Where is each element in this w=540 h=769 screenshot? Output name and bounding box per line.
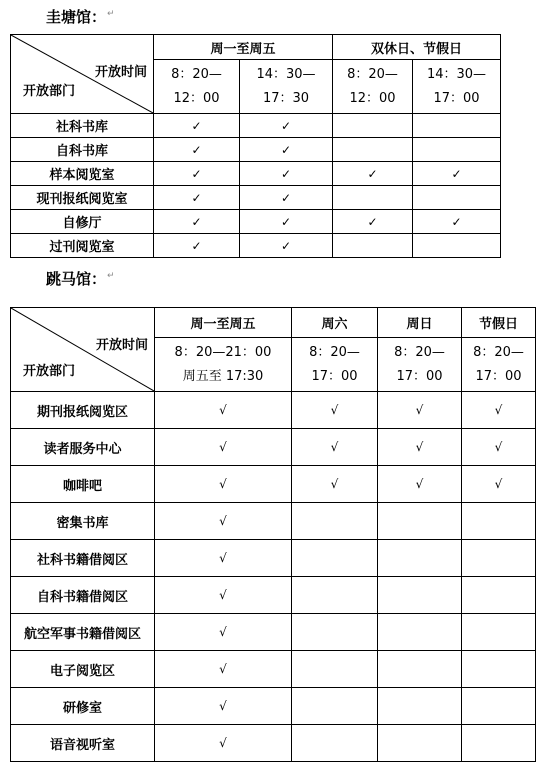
open-check-cell: √	[378, 429, 462, 466]
department-name: 电子阅览区	[11, 651, 155, 688]
department-name: 航空军事书籍借阅区	[11, 614, 155, 651]
department-name: 现刊报纸阅览室	[11, 186, 154, 210]
open-check-cell	[413, 186, 501, 210]
open-check-cell	[292, 540, 378, 577]
open-check-cell	[378, 651, 462, 688]
table-row	[11, 210, 501, 234]
time-end: 12：00	[349, 90, 396, 106]
time-cell	[413, 60, 501, 114]
table-row	[11, 577, 536, 614]
department-name: 样本阅览室	[11, 162, 154, 186]
open-check-cell: √	[378, 466, 462, 503]
open-check-cell: ✓	[240, 114, 333, 138]
tiaoma-heading	[46, 268, 115, 289]
table-row	[11, 186, 501, 210]
open-check-cell	[462, 577, 536, 614]
open-check-cell: ✓	[154, 186, 240, 210]
open-check-cell	[378, 614, 462, 651]
guitang-table	[10, 34, 501, 258]
open-check-cell	[292, 614, 378, 651]
open-check-cell	[378, 503, 462, 540]
open-check-cell	[378, 725, 462, 762]
open-check-cell	[292, 688, 378, 725]
tiaoma-table	[10, 307, 536, 762]
table-row	[11, 392, 536, 429]
open-check-cell: ✓	[240, 138, 333, 162]
table-row	[11, 725, 536, 762]
group-header: 周一至周五	[155, 308, 292, 338]
time-cell	[292, 338, 378, 392]
table-row	[11, 614, 536, 651]
time-end: 17：00	[311, 368, 358, 384]
time-cell	[154, 60, 240, 114]
open-check-cell	[413, 138, 501, 162]
open-check-cell	[413, 234, 501, 258]
open-check-cell: ✓	[154, 210, 240, 234]
open-check-cell	[292, 725, 378, 762]
time-cell	[155, 338, 292, 392]
time-cell	[378, 338, 462, 392]
open-check-cell: √	[378, 392, 462, 429]
open-check-cell: ✓	[154, 234, 240, 258]
time-end: 17：00	[433, 90, 480, 106]
department-name: 读者服务中心	[11, 429, 155, 466]
open-check-cell	[333, 234, 413, 258]
open-check-cell: √	[155, 503, 292, 540]
time-end: 17：00	[475, 368, 522, 384]
open-check-cell: ✓	[240, 210, 333, 234]
open-check-cell: √	[155, 577, 292, 614]
time-cell	[333, 60, 413, 114]
open-check-cell: ✓	[154, 138, 240, 162]
open-check-cell: √	[155, 614, 292, 651]
group-header: 周六	[292, 308, 378, 338]
open-check-cell: √	[155, 540, 292, 577]
time-cell	[240, 60, 333, 114]
open-check-cell	[462, 688, 536, 725]
department-name: 语音视听室	[11, 725, 155, 762]
corner-label-dept: 开放部门	[23, 84, 76, 99]
time-end: 周五至 17:30	[182, 368, 264, 384]
table-row	[11, 540, 536, 577]
open-check-cell	[333, 114, 413, 138]
group-header: 双休日、节假日	[333, 35, 501, 60]
department-name: 自科书籍借阅区	[11, 577, 155, 614]
open-check-cell: √	[292, 466, 378, 503]
tiaoma-heading-text: 跳马馆：	[46, 270, 107, 288]
department-name: 过刊阅览室	[11, 234, 154, 258]
corner-label-dept: 开放部门	[23, 364, 76, 379]
department-name: 咖啡吧	[11, 466, 155, 503]
open-check-cell	[413, 114, 501, 138]
time-start: 14：30—	[256, 66, 316, 82]
paragraph-mark-icon: ↵	[107, 9, 115, 19]
time-cell	[462, 338, 536, 392]
department-name: 自科书库	[11, 138, 154, 162]
department-name: 自修厅	[11, 210, 154, 234]
group-header: 节假日	[462, 308, 536, 338]
open-check-cell: ✓	[154, 114, 240, 138]
corner-label-time: 开放时间	[94, 65, 147, 80]
tiaoma-corner-cell	[11, 308, 155, 392]
open-check-cell: √	[155, 466, 292, 503]
group-header: 周日	[378, 308, 462, 338]
time-start: 14：30—	[426, 66, 487, 82]
paragraph-mark-icon: ↵	[107, 271, 115, 281]
table-row	[11, 466, 536, 503]
table-row	[11, 503, 536, 540]
open-check-cell: ✓	[413, 210, 501, 234]
time-start: 8：20—	[171, 66, 222, 82]
table-row	[11, 234, 501, 258]
open-check-cell: √	[155, 725, 292, 762]
open-check-cell	[333, 138, 413, 162]
open-check-cell: ✓	[333, 210, 413, 234]
table-row	[11, 114, 501, 138]
time-start: 8：20—	[347, 66, 398, 82]
table-row	[11, 688, 536, 725]
open-check-cell: ✓	[240, 234, 333, 258]
table-row	[11, 651, 536, 688]
time-end: 12：00	[173, 90, 220, 106]
open-check-cell	[292, 651, 378, 688]
open-check-cell: √	[292, 392, 378, 429]
open-check-cell: √	[155, 688, 292, 725]
open-check-cell: √	[155, 651, 292, 688]
open-check-cell	[462, 503, 536, 540]
open-check-cell: ✓	[333, 162, 413, 186]
open-check-cell: √	[155, 429, 292, 466]
open-check-cell: ✓	[240, 162, 333, 186]
corner-label-time: 开放时间	[95, 338, 148, 353]
table-row	[11, 429, 536, 466]
department-name: 社科书籍借阅区	[11, 540, 155, 577]
guitang-heading-text: 圭塘馆：	[46, 8, 107, 26]
time-start: 8：20—21：00	[174, 344, 272, 360]
department-name: 研修室	[11, 688, 155, 725]
time-end: 17：30	[262, 90, 310, 106]
open-check-cell: ✓	[154, 162, 240, 186]
open-check-cell: √	[292, 429, 378, 466]
open-check-cell: √	[462, 466, 536, 503]
open-check-cell: ✓	[240, 186, 333, 210]
department-name: 期刊报纸阅览区	[11, 392, 155, 429]
open-check-cell	[378, 540, 462, 577]
open-check-cell	[462, 614, 536, 651]
open-check-cell	[292, 577, 378, 614]
open-check-cell: √	[155, 392, 292, 429]
open-check-cell	[378, 688, 462, 725]
open-check-cell	[462, 651, 536, 688]
guitang-heading	[46, 6, 115, 27]
group-header: 周一至周五	[154, 35, 333, 60]
time-end: 17：00	[396, 368, 443, 384]
department-name: 密集书库	[11, 503, 155, 540]
open-check-cell: √	[462, 392, 536, 429]
table-row	[11, 162, 501, 186]
open-check-cell	[333, 186, 413, 210]
time-start: 8：20—	[309, 344, 360, 360]
open-check-cell	[292, 503, 378, 540]
open-check-cell	[462, 725, 536, 762]
time-start: 8：20—	[473, 344, 524, 360]
open-check-cell	[462, 540, 536, 577]
open-check-cell: ✓	[413, 162, 501, 186]
open-check-cell	[378, 577, 462, 614]
guitang-corner-cell	[11, 35, 154, 114]
open-check-cell: √	[462, 429, 536, 466]
table-row	[11, 138, 501, 162]
time-start: 8：20—	[394, 344, 445, 360]
department-name: 社科书库	[11, 114, 154, 138]
